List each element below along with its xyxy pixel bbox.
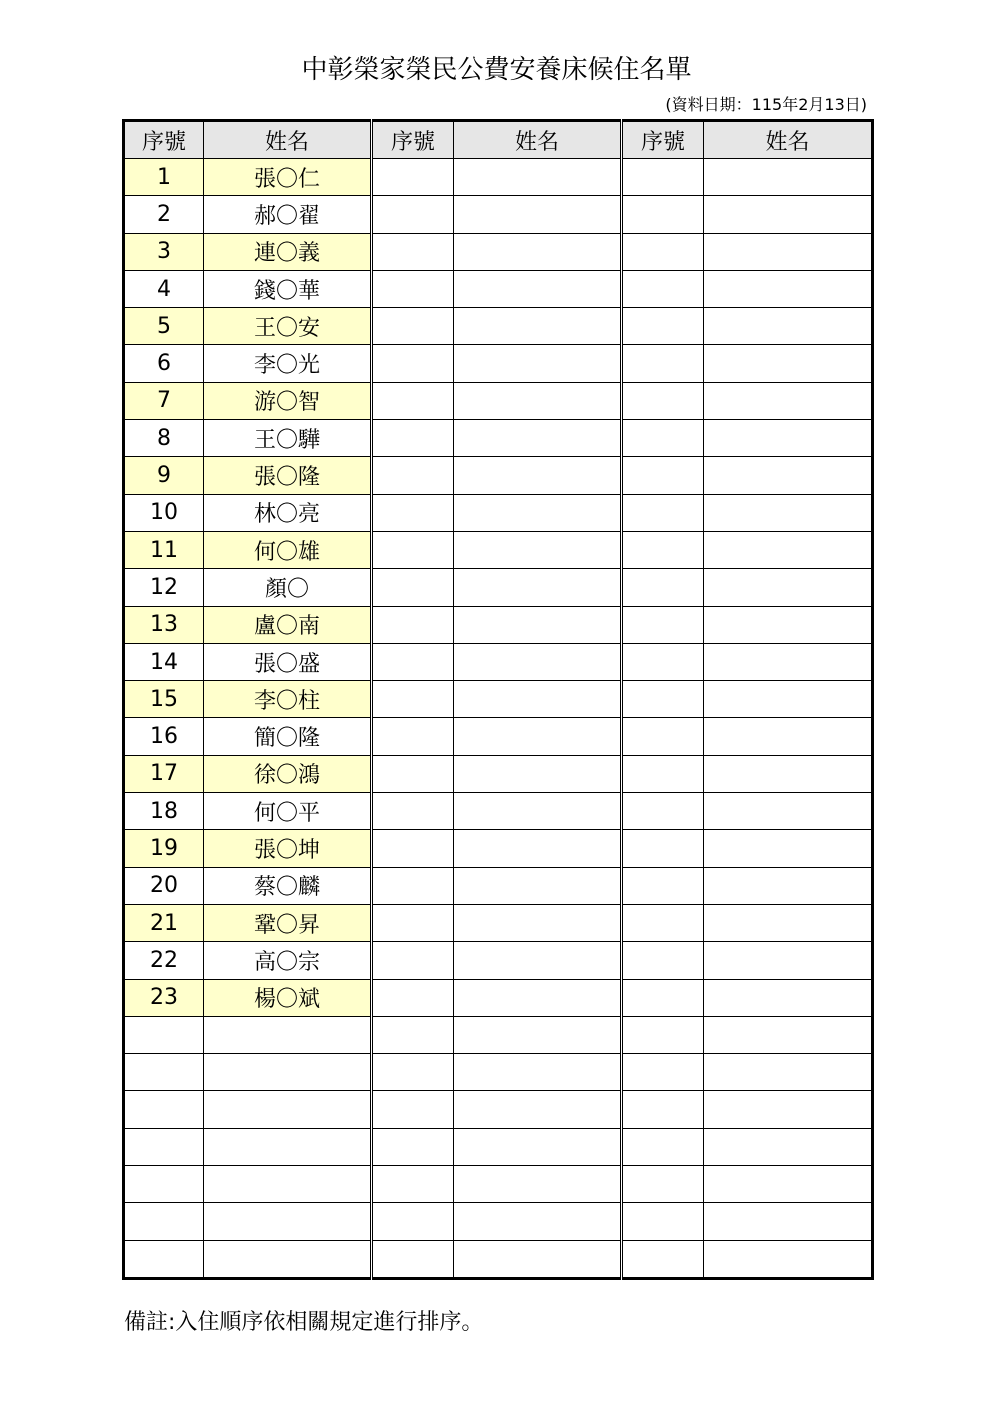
name-cell-empty (454, 1128, 622, 1165)
name-cell-empty (454, 830, 622, 867)
serial-cell-empty (622, 308, 704, 345)
table-row (124, 494, 873, 531)
serial-cell-empty (622, 196, 704, 233)
serial-cell (124, 1166, 204, 1203)
serial-cell-empty (622, 755, 704, 792)
serial-cell-empty (622, 606, 704, 643)
header-serial-1: 序號 (124, 121, 204, 159)
serial-cell-empty (372, 1016, 454, 1053)
table-row (124, 606, 873, 643)
name-cell-empty (704, 494, 873, 531)
name-cell-empty (454, 457, 622, 494)
name-cell-empty (704, 159, 873, 196)
name-cell: 郝〇翟 (204, 196, 372, 233)
name-cell: 徐〇鴻 (204, 755, 372, 792)
serial-cell-empty (372, 196, 454, 233)
name-cell-empty (454, 1054, 622, 1091)
table-row (124, 755, 873, 792)
name-cell: 游〇智 (204, 382, 372, 419)
name-cell-empty (454, 867, 622, 904)
table-row (124, 904, 873, 941)
serial-cell: 18 (124, 793, 204, 830)
serial-cell-empty (372, 1091, 454, 1128)
serial-cell-empty (372, 1240, 454, 1278)
serial-cell: 1 (124, 159, 204, 196)
name-cell: 李〇柱 (204, 681, 372, 718)
name-cell-empty (454, 606, 622, 643)
serial-cell-empty (372, 904, 454, 941)
name-cell: 張〇仁 (204, 159, 372, 196)
serial-cell: 12 (124, 569, 204, 606)
name-cell-empty (704, 1128, 873, 1165)
serial-cell-empty (372, 942, 454, 979)
name-cell (204, 1166, 372, 1203)
serial-cell-empty (622, 569, 704, 606)
name-cell-empty (454, 718, 622, 755)
serial-cell (124, 1240, 204, 1278)
serial-cell-empty (622, 382, 704, 419)
name-cell-empty (704, 755, 873, 792)
table-row (124, 345, 873, 382)
table-row (124, 308, 873, 345)
serial-cell-empty (372, 830, 454, 867)
serial-cell-empty (372, 345, 454, 382)
name-cell: 張〇隆 (204, 457, 372, 494)
serial-cell (124, 1016, 204, 1053)
name-cell: 王〇驊 (204, 420, 372, 457)
serial-cell-empty (622, 270, 704, 307)
name-cell-empty (704, 531, 873, 568)
serial-cell-empty (622, 904, 704, 941)
name-cell-empty (454, 904, 622, 941)
serial-cell: 15 (124, 681, 204, 718)
serial-cell: 3 (124, 233, 204, 270)
name-cell-empty (454, 494, 622, 531)
serial-cell: 10 (124, 494, 204, 531)
name-cell-empty (454, 1166, 622, 1203)
name-cell-empty (704, 867, 873, 904)
serial-cell: 17 (124, 755, 204, 792)
serial-cell-empty (372, 979, 454, 1016)
serial-cell: 20 (124, 867, 204, 904)
table-row (124, 1203, 873, 1240)
serial-cell-empty (372, 233, 454, 270)
name-cell-empty (704, 308, 873, 345)
name-cell-empty (704, 1016, 873, 1053)
serial-cell-empty (622, 979, 704, 1016)
name-cell-empty (704, 942, 873, 979)
serial-cell-empty (622, 867, 704, 904)
name-cell-empty (704, 793, 873, 830)
name-cell: 盧〇南 (204, 606, 372, 643)
name-cell (204, 1016, 372, 1053)
name-cell-empty (704, 1054, 873, 1091)
name-cell-empty (454, 196, 622, 233)
table-row (124, 830, 873, 867)
name-cell (204, 1240, 372, 1278)
table-row (124, 457, 873, 494)
serial-cell: 19 (124, 830, 204, 867)
name-cell: 鞏〇昇 (204, 904, 372, 941)
table-row (124, 159, 873, 196)
serial-cell-empty (372, 606, 454, 643)
table-row (124, 1091, 873, 1128)
name-cell-empty (454, 681, 622, 718)
serial-cell-empty (372, 382, 454, 419)
page-title: 中彰榮家榮民公費安養床候住名單 (301, 55, 692, 85)
name-cell-empty (454, 793, 622, 830)
serial-cell-empty (372, 159, 454, 196)
serial-cell-empty (622, 1016, 704, 1053)
name-cell-empty (454, 569, 622, 606)
table-row (124, 531, 873, 568)
serial-cell-empty (622, 159, 704, 196)
serial-cell-empty (372, 718, 454, 755)
serial-cell: 16 (124, 718, 204, 755)
name-cell-empty (454, 420, 622, 457)
name-cell-empty (704, 718, 873, 755)
serial-cell-empty (622, 942, 704, 979)
header-row (124, 121, 873, 159)
name-cell-empty (454, 233, 622, 270)
serial-cell-empty (372, 643, 454, 680)
serial-cell-empty (622, 345, 704, 382)
serial-cell-empty (622, 1166, 704, 1203)
name-cell-empty (704, 420, 873, 457)
name-cell: 李〇光 (204, 345, 372, 382)
name-cell: 張〇盛 (204, 643, 372, 680)
remark-note: 備註:入住順序依相關規定進行排序。 (124, 1310, 484, 1335)
name-cell (204, 1091, 372, 1128)
table-row (124, 1166, 873, 1203)
serial-cell: 8 (124, 420, 204, 457)
name-cell: 連〇義 (204, 233, 372, 270)
name-cell-empty (704, 382, 873, 419)
name-cell-empty (454, 979, 622, 1016)
serial-cell: 7 (124, 382, 204, 419)
table-row (124, 196, 873, 233)
name-cell: 楊〇斌 (204, 979, 372, 1016)
name-cell-empty (454, 1091, 622, 1128)
header-name-2: 姓名 (454, 121, 622, 159)
serial-cell-empty (372, 1054, 454, 1091)
name-cell: 顏〇 (204, 569, 372, 606)
serial-cell-empty (622, 718, 704, 755)
serial-cell: 2 (124, 196, 204, 233)
serial-cell: 23 (124, 979, 204, 1016)
name-cell-empty (454, 159, 622, 196)
name-cell-empty (454, 531, 622, 568)
serial-cell-empty (622, 1054, 704, 1091)
data-date: (資料日期：115年2月13日) (665, 95, 867, 114)
serial-cell-empty (622, 420, 704, 457)
serial-cell-empty (372, 569, 454, 606)
serial-cell-empty (372, 270, 454, 307)
name-cell-empty (704, 904, 873, 941)
serial-cell (124, 1054, 204, 1091)
serial-cell: 11 (124, 531, 204, 568)
serial-cell-empty (372, 1203, 454, 1240)
serial-cell-empty (622, 1240, 704, 1278)
serial-cell-empty (372, 867, 454, 904)
name-cell-empty (454, 1240, 622, 1278)
serial-cell-empty (622, 681, 704, 718)
serial-cell-empty (372, 420, 454, 457)
name-cell-empty (704, 1166, 873, 1203)
name-cell (204, 1128, 372, 1165)
table-row (124, 718, 873, 755)
serial-cell-empty (622, 643, 704, 680)
serial-cell: 9 (124, 457, 204, 494)
name-cell: 蔡〇麟 (204, 867, 372, 904)
name-cell-empty (704, 643, 873, 680)
serial-cell: 5 (124, 308, 204, 345)
table-row (124, 1128, 873, 1165)
name-cell-empty (704, 979, 873, 1016)
serial-cell-empty (622, 1128, 704, 1165)
serial-cell-empty (622, 457, 704, 494)
name-cell-empty (704, 196, 873, 233)
table-row (124, 1016, 873, 1053)
serial-cell-empty (372, 308, 454, 345)
serial-cell-empty (372, 755, 454, 792)
serial-cell-empty (622, 494, 704, 531)
name-cell-empty (704, 1203, 873, 1240)
serial-cell (124, 1091, 204, 1128)
table-row (124, 867, 873, 904)
serial-cell: 21 (124, 904, 204, 941)
serial-cell (124, 1203, 204, 1240)
name-cell-empty (704, 681, 873, 718)
name-cell: 王〇安 (204, 308, 372, 345)
table-row (124, 681, 873, 718)
waiting-list-table (122, 119, 874, 1280)
serial-cell-empty (372, 531, 454, 568)
serial-cell-empty (622, 1203, 704, 1240)
name-cell-empty (704, 345, 873, 382)
table-row (124, 1054, 873, 1091)
serial-cell-empty (622, 1091, 704, 1128)
serial-cell-empty (372, 457, 454, 494)
header-serial-2: 序號 (372, 121, 454, 159)
name-cell: 林〇亮 (204, 494, 372, 531)
name-cell-empty (704, 606, 873, 643)
table-row (124, 1240, 873, 1278)
table-row (124, 979, 873, 1016)
name-cell-empty (704, 457, 873, 494)
table-row (124, 233, 873, 270)
serial-cell-empty (372, 1166, 454, 1203)
header-name-3: 姓名 (704, 121, 873, 159)
header-name-1: 姓名 (204, 121, 372, 159)
name-cell-empty (704, 569, 873, 606)
serial-cell-empty (372, 681, 454, 718)
serial-cell-empty (622, 793, 704, 830)
name-cell-empty (454, 643, 622, 680)
name-cell-empty (454, 942, 622, 979)
serial-cell: 6 (124, 345, 204, 382)
name-cell: 高〇宗 (204, 942, 372, 979)
name-cell-empty (454, 308, 622, 345)
name-cell: 簡〇隆 (204, 718, 372, 755)
table-row (124, 270, 873, 307)
name-cell-empty (704, 233, 873, 270)
serial-cell: 4 (124, 270, 204, 307)
serial-cell: 13 (124, 606, 204, 643)
table-row (124, 942, 873, 979)
table-row (124, 643, 873, 680)
name-cell-empty (704, 270, 873, 307)
name-cell-empty (454, 755, 622, 792)
name-cell: 何〇雄 (204, 531, 372, 568)
name-cell-empty (704, 1240, 873, 1278)
serial-cell-empty (622, 531, 704, 568)
serial-cell: 14 (124, 643, 204, 680)
name-cell-empty (454, 270, 622, 307)
header-serial-3: 序號 (622, 121, 704, 159)
name-cell-empty (454, 382, 622, 419)
table-row (124, 382, 873, 419)
name-cell-empty (454, 345, 622, 382)
name-cell: 何〇平 (204, 793, 372, 830)
serial-cell (124, 1128, 204, 1165)
name-cell (204, 1203, 372, 1240)
serial-cell-empty (622, 830, 704, 867)
name-cell: 錢〇華 (204, 270, 372, 307)
serial-cell-empty (372, 793, 454, 830)
table-row (124, 420, 873, 457)
name-cell (204, 1054, 372, 1091)
table-row (124, 569, 873, 606)
table-row (124, 793, 873, 830)
serial-cell-empty (622, 233, 704, 270)
serial-cell: 22 (124, 942, 204, 979)
serial-cell-empty (372, 494, 454, 531)
name-cell-empty (454, 1016, 622, 1053)
name-cell-empty (454, 1203, 622, 1240)
table-body (124, 159, 873, 1279)
name-cell-empty (704, 1091, 873, 1128)
name-cell: 張〇坤 (204, 830, 372, 867)
name-cell-empty (704, 830, 873, 867)
serial-cell-empty (372, 1128, 454, 1165)
